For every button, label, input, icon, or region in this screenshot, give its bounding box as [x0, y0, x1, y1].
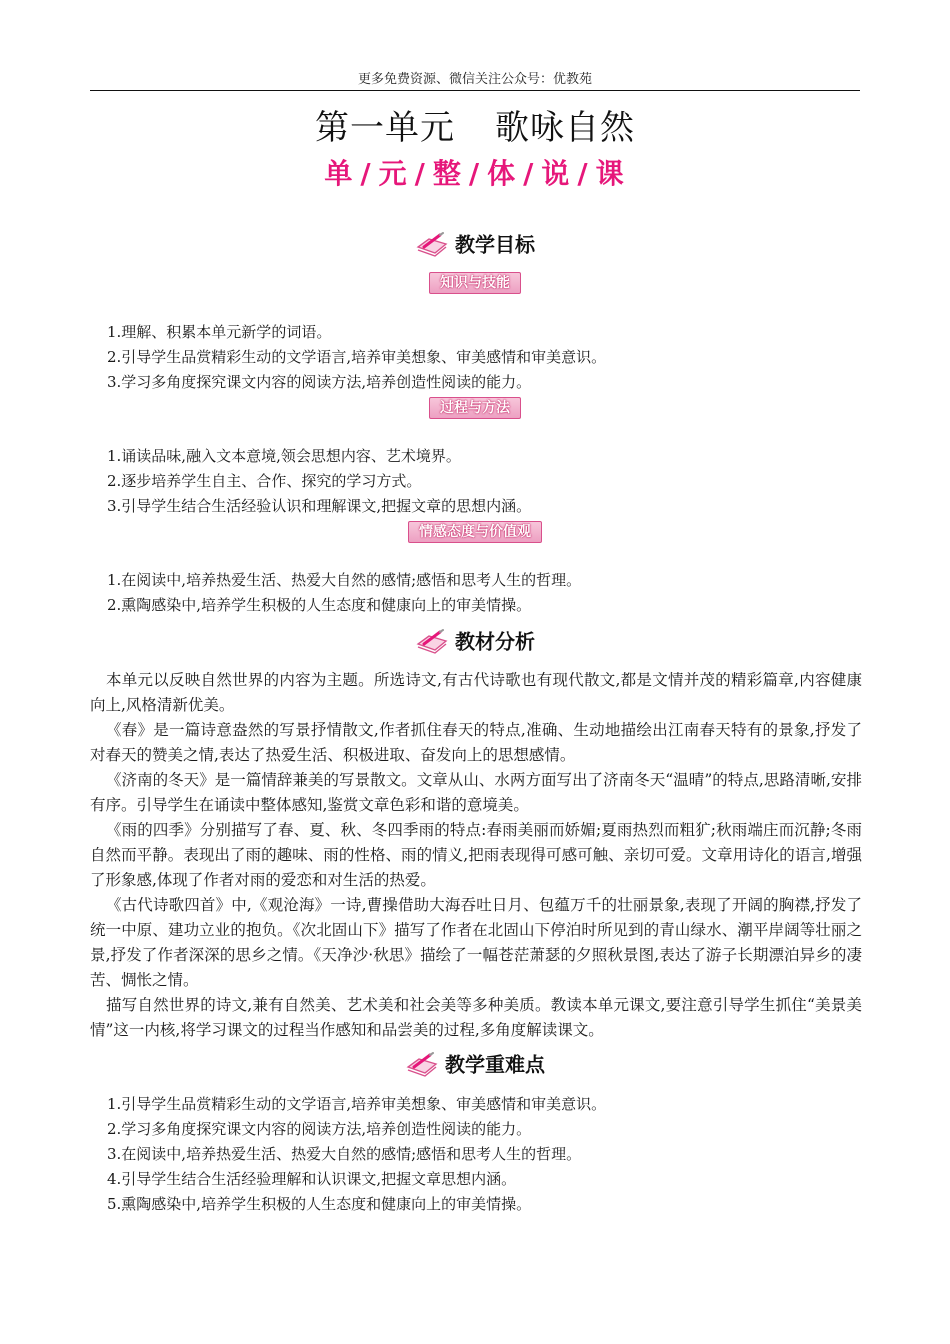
badge-process [0, 397, 950, 421]
section-heading-key-points [0, 1048, 950, 1078]
unit-theme: 歌咏自然 [495, 108, 635, 148]
subtitle-char: 元 [378, 157, 409, 190]
pen-notebook-icon [415, 232, 449, 258]
badge-knowledge [0, 272, 950, 296]
unit-number: 第一单元 [315, 108, 455, 148]
analysis-paragraph: 本单元以反映自然世界的内容为主题。所选诗文,有古代诗歌也有现代散文,都是文情并茂的精彩篇章,内容健康向上,风格清新优美。 [90, 671, 862, 714]
analysis-paragraph: 《春》是一篇诗意盎然的写景抒情散文,作者抓住春天的特点,准确、生动地描绘出江南春天特有的景象,抒发了对春天的赞美之情,表达了热爱生活、积极进取、奋发向上的思想感情。 [90, 721, 862, 764]
subtitle-char: 课 [595, 157, 626, 190]
badge-label: 知识与技能 [429, 272, 521, 294]
badge-label: 过程与方法 [429, 397, 521, 419]
list-item: 2.逐步培养学生自主、合作、探究的学习方式。 [107, 472, 422, 490]
list-item: 1.在阅读中,培养热爱生活、热爱大自然的感情;感悟和思考人生的哲理。 [107, 571, 582, 589]
subtitle-separator: / [523, 157, 536, 190]
emotion-list [107, 568, 867, 618]
subtitle [0, 152, 950, 192]
list-item: 1.诵读品味,融入文本意境,领会思想内容、艺术境界。 [107, 447, 461, 465]
analysis-paragraph: 《雨的四季》分别描写了春、夏、秋、冬四季雨的特点:春雨美丽而娇媚;夏雨热烈而粗犷;秋雨端庄而沉静;冬雨自然而平静。表现出了雨的趣味、雨的性格、雨的情义,把雨表现得可感可触、亲切可爱。文章用诗化的语言,增强了形象感,体现了作者对雨的爱恋和对生活的热爱。 [90, 821, 862, 889]
subtitle-separator: / [414, 157, 427, 190]
key-points-list [107, 1092, 867, 1217]
list-item: 1.引导学生品赏精彩生动的文学语言,培养审美想象、审美感情和审美意识。 [107, 1095, 607, 1113]
knowledge-list [107, 320, 867, 395]
list-item: 4.引导学生结合生活经验理解和认识课文,把握文章思想内涵。 [107, 1170, 517, 1188]
list-item: 3.学习多角度探究课文内容的阅读方法,培养创造性阅读的能力。 [107, 373, 532, 391]
list-item: 1.理解、积累本单元新学的词语。 [107, 323, 332, 341]
list-item: 2.熏陶感染中,培养学生积极的人生态度和健康向上的审美情操。 [107, 596, 532, 614]
unit-title [0, 100, 950, 149]
list-item: 3.在阅读中,培养热爱生活、热爱大自然的感情;感悟和思考人生的哲理。 [107, 1145, 582, 1163]
pen-notebook-icon [415, 629, 449, 655]
section-title: 教学目标 [455, 232, 535, 257]
list-item: 2.引导学生品赏精彩生动的文学语言,培养审美想象、审美感情和审美意识。 [107, 348, 607, 366]
subtitle-separator: / [360, 157, 373, 190]
list-item: 2.学习多角度探究课文内容的阅读方法,培养创造性阅读的能力。 [107, 1120, 532, 1138]
header-divider [90, 90, 860, 91]
subtitle-char: 单 [324, 157, 355, 190]
subtitle-char: 体 [487, 157, 518, 190]
process-list [107, 444, 867, 519]
analysis-paragraph: 描写自然世界的诗文,兼有自然美、艺术美和社会美等多种美质。教读本单元课文,要注意引导学生抓住“美景美情”这一内核,将学习课文的过程当作感知和品尝美的过程,多角度解读课文。 [90, 996, 862, 1039]
section-heading-goals [0, 228, 950, 258]
list-item: 3.引导学生结合生活经验认识和理解课文,把握文章的思想内涵。 [107, 497, 532, 515]
subtitle-separator: / [468, 157, 482, 190]
analysis-paragraph: 《济南的冬天》是一篇情辞兼美的写景散文。文章从山、水两方面写出了济南冬天“温晴”的特点,思路清晰,安排有序。引导学生在诵读中整体感知,鉴赏文章色彩和谐的意境美。 [90, 771, 862, 814]
analysis-paragraph: 《古代诗歌四首》中,《观沧海》一诗,曹操借助大海吞吐日月、包蕴万千的壮丽景象,表现了开阔的胸襟,抒发了统一中原、建功立业的抱负。《次北固山下》描写了作者在北固山下停泊时所见到的青山绿水、潮平岸阔等壮丽之景,抒发了作者深深的思乡之情。《天净沙·秋思》描绘了一幅苍茫萧瑟的夕照秋景图,表达了游子长期漂泊异乡的凄苦、惆怅之情。 [90, 896, 862, 989]
section-title: 教材分析 [455, 629, 535, 654]
section-title: 教学重难点 [445, 1052, 545, 1077]
subtitle-separator: / [577, 157, 590, 190]
subtitle-char: 整 [432, 157, 463, 190]
header-note: 更多免费资源、微信关注公众号：优教苑 [357, 72, 592, 87]
list-item: 5.熏陶感染中,培养学生积极的人生态度和健康向上的审美情操。 [107, 1195, 532, 1213]
badge-emotion [0, 521, 950, 545]
pen-notebook-icon [405, 1052, 439, 1078]
badge-label: 情感态度与价值观 [408, 521, 542, 543]
section-heading-analysis [0, 625, 950, 655]
subtitle-char: 说 [541, 157, 572, 190]
